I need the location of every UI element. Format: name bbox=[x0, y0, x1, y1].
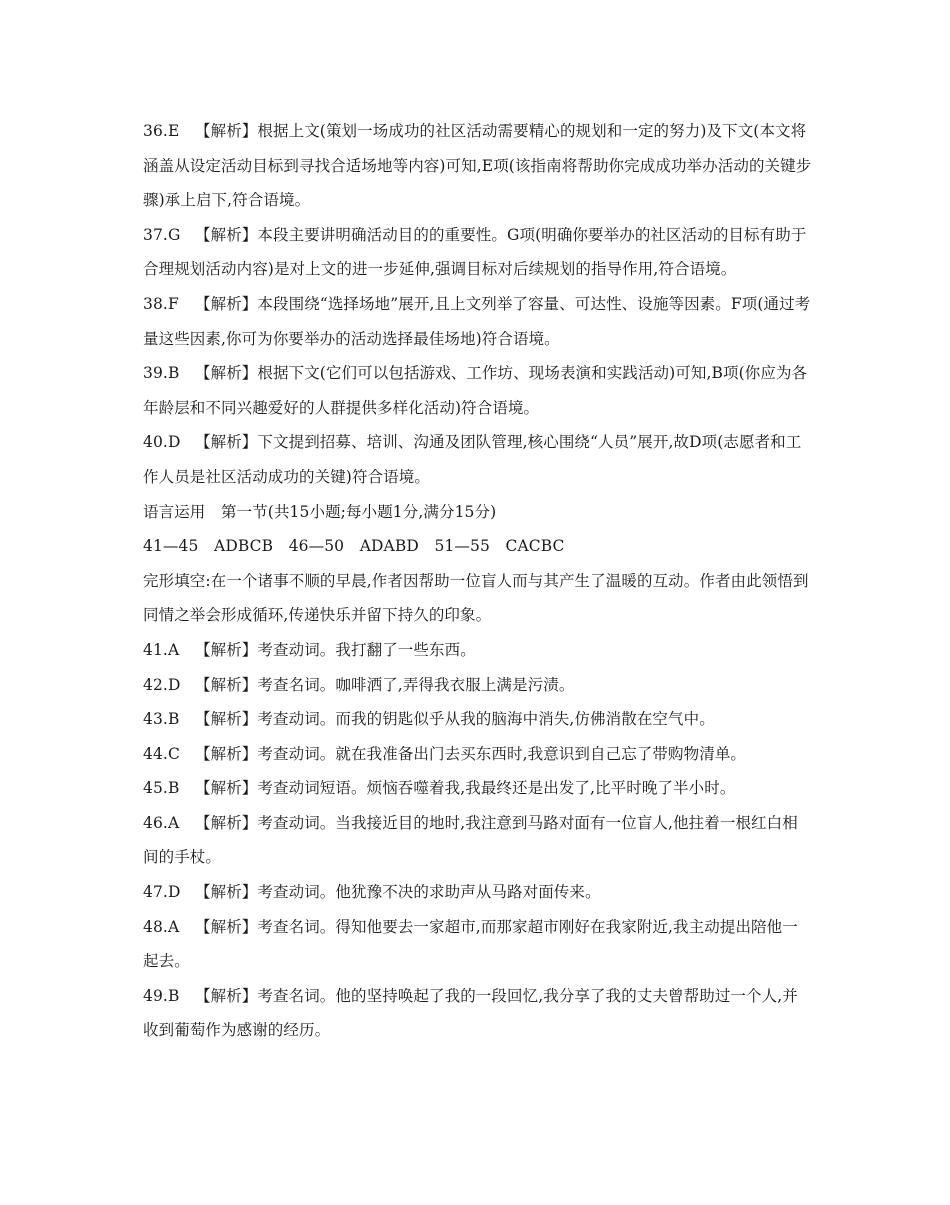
item-number: 44.C bbox=[143, 744, 180, 763]
analysis-text: 考查动词。他犹豫不决的求助声从马路对面传来。 bbox=[257, 883, 601, 902]
answer-explanations bbox=[143, 114, 813, 1048]
analysis-text: 考查动词短语。烦恼吞噬着我,我最终还是出发了,比平时晚了半小时。 bbox=[257, 779, 736, 798]
item-number: 49.B bbox=[143, 986, 180, 1005]
explanation-item bbox=[143, 114, 813, 218]
explanation-item bbox=[143, 218, 813, 287]
analysis-text: 本段围绕“选择场地”展开,且上文列举了容量、可达性、设施等因素。F项(通过考量这些因素,你可为你要举办的活动选择最佳场地)符合语境。 bbox=[143, 294, 811, 348]
analysis-text: 考查名词。他的坚持唤起了我的一段回忆,我分享了我的丈夫曾帮助过一个人,并收到葡萄作为感谢的经历。 bbox=[143, 986, 798, 1040]
item-number: 45.B bbox=[143, 779, 180, 798]
item-number: 40.D bbox=[143, 433, 181, 452]
analysis-text: 考查动词。我打翻了一些东西。 bbox=[257, 640, 476, 659]
analysis-tag: 【解析】 bbox=[195, 710, 258, 729]
item-number: 36.E bbox=[143, 122, 180, 140]
item-number: 39.B bbox=[143, 364, 180, 383]
analysis-text: 下文提到招募、培训、沟通及团队管理,核心围绕“人员”展开,故D项(志愿者和工作人员是社区活动成功的关键)符合语境。 bbox=[143, 433, 802, 486]
analysis-text: 考查动词。当我接近目的地时,我注意到马路对面有一位盲人,他拄着一根红白相间的手杖。 bbox=[143, 813, 798, 867]
analysis-tag: 【解析】 bbox=[195, 986, 258, 1005]
explanation-item bbox=[143, 668, 813, 703]
analysis-tag: 【解析】 bbox=[195, 122, 258, 140]
analysis-text: 考查名词。得知他要去一家超市,而那家超市刚好在我家附近,我主动提出陪他一起去。 bbox=[143, 917, 798, 971]
explanation-item bbox=[143, 702, 813, 737]
item-number: 47.D bbox=[143, 883, 181, 902]
analysis-tag: 【解析】 bbox=[195, 433, 258, 452]
section-header: 语言运用 第一节(共15小题;每小题1分,满分15分) bbox=[143, 502, 497, 521]
explanation-item bbox=[143, 910, 813, 979]
item-number: 43.B bbox=[143, 710, 180, 729]
explanation-item bbox=[143, 875, 813, 910]
explanation-item bbox=[143, 633, 813, 668]
item-number: 38.F bbox=[143, 294, 179, 313]
item-number: 46.A bbox=[143, 813, 180, 832]
item-number: 37.G bbox=[143, 225, 181, 244]
explanation-item bbox=[143, 356, 813, 425]
item-number: 41.A bbox=[143, 640, 180, 659]
explanation-item bbox=[143, 806, 813, 875]
explanation-item bbox=[143, 979, 813, 1048]
analysis-tag: 【解析】 bbox=[195, 779, 258, 798]
cloze-summary: 完形填空:在一个诸事不顺的早晨,作者因帮助一位盲人而与其产生了温暖的互动。作者由此领悟到同情之举会形成循环,传递快乐并留下持久的印象。 bbox=[143, 571, 809, 625]
analysis-tag: 【解析】 bbox=[195, 364, 258, 383]
item-number: 42.D bbox=[143, 675, 181, 694]
analysis-tag: 【解析】 bbox=[195, 744, 258, 763]
analysis-tag: 【解析】 bbox=[195, 813, 258, 832]
analysis-text: 本段主要讲明确活动目的的重要性。G项(明确你要举办的社区活动的目标有助于合理规划活动内容)是对上文的进一步延伸,强调目标对后续规划的指导作用,符合语境。 bbox=[143, 225, 807, 279]
analysis-tag: 【解析】 bbox=[195, 294, 258, 313]
analysis-text: 根据上文(策划一场成功的社区活动需要精心的规划和一定的努力)及下文(本文将涵盖从设定活动目标到寻找合适场地等内容)可知,E项(该指南将帮助你完成成功举办活动的关键步骤)承上启下,符合语境。 bbox=[143, 122, 812, 210]
explanation-item bbox=[143, 425, 813, 494]
analysis-tag: 【解析】 bbox=[195, 640, 258, 659]
analysis-tag: 【解析】 bbox=[195, 225, 258, 244]
analysis-tag: 【解析】 bbox=[195, 883, 258, 902]
explanation-item bbox=[143, 737, 813, 772]
analysis-tag: 【解析】 bbox=[195, 675, 258, 694]
analysis-text: 考查动词。而我的钥匙似乎从我的脑海中消失,仿佛消散在空气中。 bbox=[257, 710, 715, 729]
answers-line: 41—45 ADBCB 46—50 ADABD 51—55 CACBC bbox=[143, 537, 565, 556]
analysis-text: 根据下文(它们可以包括游戏、工作坊、现场表演和实践活动)可知,B项(你应为各年龄层和不同兴趣爱好的人群提供多样化活动)符合语境。 bbox=[143, 364, 808, 417]
explanation-item bbox=[143, 287, 813, 356]
analysis-text: 考查动词。就在我准备出门去买东西时,我意识到自己忘了带购物清单。 bbox=[257, 744, 747, 763]
item-number: 48.A bbox=[143, 917, 180, 936]
analysis-text: 考查名词。咖啡洒了,弄得我衣服上满是污渍。 bbox=[257, 675, 575, 694]
explanation-item bbox=[143, 771, 813, 806]
analysis-tag: 【解析】 bbox=[195, 917, 258, 936]
